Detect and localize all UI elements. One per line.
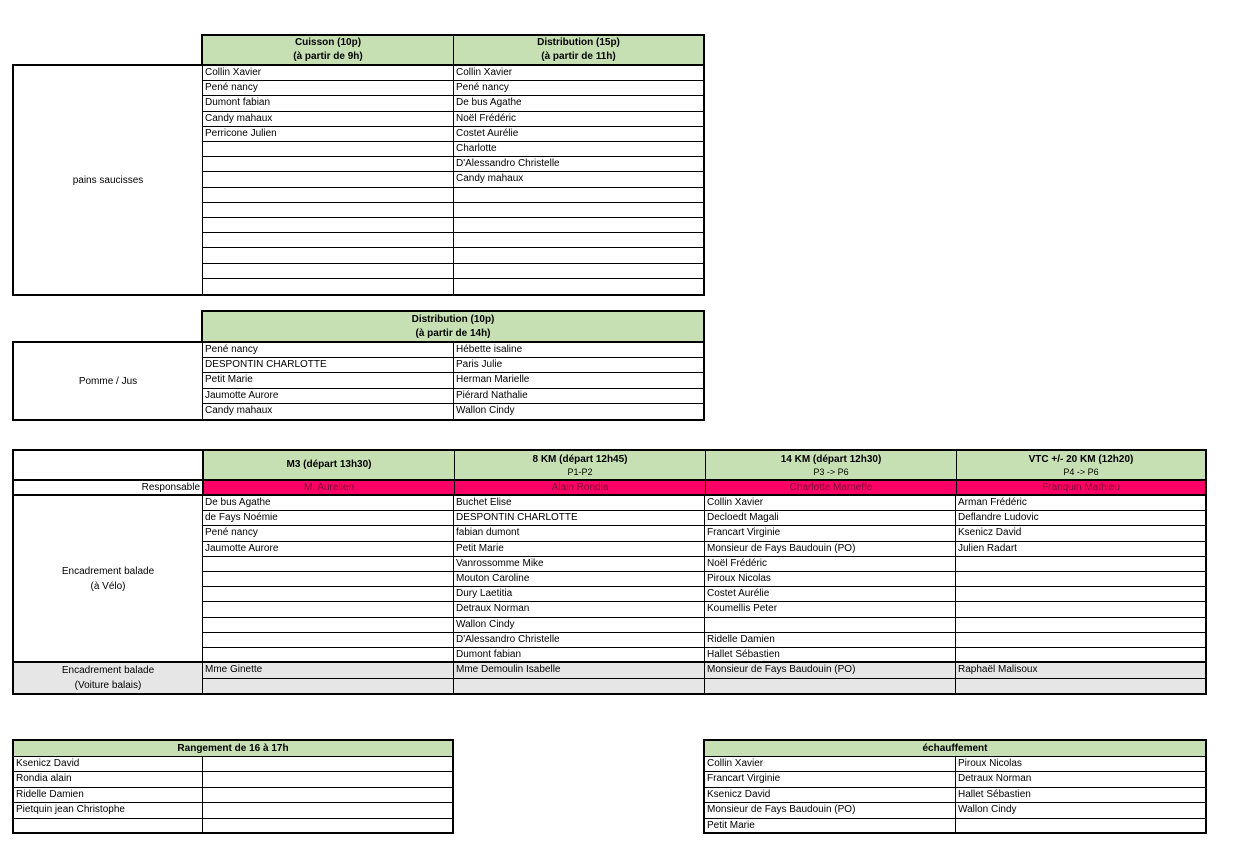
rangement-grid xyxy=(14,757,452,832)
table-cell xyxy=(203,757,452,771)
route-header xyxy=(957,451,1205,479)
table-cell xyxy=(203,157,453,171)
voiture-label xyxy=(14,663,202,693)
route-subtitle: P4 -> P6 xyxy=(1063,466,1099,477)
table-cell xyxy=(956,633,1205,647)
table-cell: Collin Xavier xyxy=(707,497,764,508)
table-row xyxy=(203,248,703,263)
responsable-cell: Charlotte Marneffe xyxy=(706,481,956,494)
table-cell xyxy=(454,188,703,202)
table-cell: fabian dumont xyxy=(456,527,520,539)
table-cell: Ksenicz David xyxy=(707,788,771,800)
echauffement-table xyxy=(703,739,1207,834)
table-row xyxy=(705,757,1205,772)
rangement-table xyxy=(12,739,454,834)
table-cell: Julien Radart xyxy=(958,542,1017,554)
distribution-subtitle: (à partir de 11h) xyxy=(541,51,616,62)
responsable-label: Responsable xyxy=(141,482,200,493)
voiture-section xyxy=(14,663,1205,693)
voiture-label-line2: (Voiture balais) xyxy=(74,680,142,691)
table-cell: Wallon Cindy xyxy=(456,618,515,630)
pomme-label: Pomme / Jus xyxy=(78,375,138,387)
table-cell: Noël Frédéric xyxy=(456,112,517,124)
table-row xyxy=(203,404,703,419)
distribution-title: Distribution (15p) xyxy=(537,37,620,48)
table-cell xyxy=(956,679,1205,695)
table-cell xyxy=(203,557,453,571)
table-cell xyxy=(203,172,453,186)
table-cell: Paris Julie xyxy=(456,359,503,371)
table-cell: Rondia alain xyxy=(16,773,72,785)
route-title: 14 KM (départ 12h30) xyxy=(780,453,882,465)
responsable-cell: M. Aurelien xyxy=(204,481,454,494)
table-row xyxy=(203,679,1205,695)
table-cell: Dumont fabian xyxy=(456,649,522,660)
pomme-header xyxy=(201,310,705,343)
table-cell: Charlotte xyxy=(456,143,497,154)
table-cell: D'Alessandro Christelle xyxy=(456,633,560,645)
table-cell xyxy=(203,218,453,232)
table-cell: Piroux Nicolas xyxy=(958,758,1022,769)
route-title: 8 KM (départ 12h45) xyxy=(532,453,628,465)
table-cell xyxy=(203,788,452,802)
table-cell: DESPONTIN CHARLOTTE xyxy=(456,512,578,524)
table-cell: De bus Agathe xyxy=(205,497,271,508)
pomme-header-distribution xyxy=(203,312,703,341)
table-cell: Mme Ginette xyxy=(205,664,263,675)
table-cell xyxy=(203,679,453,695)
route-subtitle: P3 -> P6 xyxy=(813,466,849,477)
cuisson-title: Cuisson (10p) xyxy=(294,37,362,48)
table-cell xyxy=(203,587,453,601)
table-cell: Petit Marie xyxy=(456,542,504,554)
table-cell: Costet Aurélie xyxy=(456,127,519,139)
table-cell xyxy=(203,772,452,786)
table-cell: Monsieur de Fays Baudouin (PO) xyxy=(707,664,856,675)
echauffement-title: échauffement xyxy=(922,743,988,754)
table-cell: Mme Demoulin Isabelle xyxy=(456,664,561,675)
balade-header-row xyxy=(14,451,1205,481)
velo-label-line2: (à Vélo) xyxy=(90,580,126,592)
table-cell: Decloedt Magali xyxy=(707,512,779,524)
velo-grid xyxy=(203,496,1205,661)
table-cell xyxy=(956,602,1205,616)
table-cell: Noël Frédéric xyxy=(707,557,768,569)
table-cell: De bus Agathe xyxy=(456,97,522,109)
route-title: VTC +/- 20 KM (12h20) xyxy=(1028,453,1134,465)
table-cell: Candy mahaux xyxy=(205,112,273,124)
responsable-cells xyxy=(204,481,1205,494)
velo-label xyxy=(14,496,202,661)
table-row xyxy=(203,358,703,373)
table-cell xyxy=(203,819,452,834)
table-cell xyxy=(203,248,453,262)
table-cell xyxy=(454,679,704,695)
pomme-subtitle: (à partir de 14h) xyxy=(415,327,491,339)
table-cell: Francart Virginie xyxy=(707,527,781,539)
table-cell: DESPONTIN CHARLOTTE xyxy=(205,359,327,371)
table-cell xyxy=(454,218,703,232)
table-row xyxy=(14,803,452,818)
table-cell: Koumellis Peter xyxy=(707,603,778,615)
table-cell: Mouton Caroline xyxy=(456,573,530,584)
table-row xyxy=(203,526,1205,541)
table-cell xyxy=(203,264,453,278)
table-row xyxy=(203,203,703,218)
table-cell xyxy=(203,602,453,616)
table-cell: Pené nancy xyxy=(456,82,509,94)
table-cell xyxy=(956,587,1205,601)
table-cell: Piroux Nicolas xyxy=(707,573,771,584)
table-cell: de Fays Noémie xyxy=(205,512,278,524)
route-header xyxy=(706,451,956,479)
table-cell xyxy=(454,248,703,262)
table-cell: Detraux Norman xyxy=(456,603,530,615)
balade-header-empty xyxy=(14,451,202,479)
table-cell xyxy=(956,572,1205,586)
saucisses-table xyxy=(12,64,705,296)
saucisses-label: pains saucisses xyxy=(72,174,144,186)
table-row xyxy=(203,373,703,388)
table-cell: Ridelle Damien xyxy=(707,633,775,645)
table-cell: Collin Xavier xyxy=(707,758,764,769)
table-cell: Piérard Nathalie xyxy=(456,389,528,401)
table-row xyxy=(203,587,1205,602)
table-cell xyxy=(203,188,453,202)
table-row xyxy=(203,264,703,279)
table-cell: Costet Aurélie xyxy=(707,588,770,600)
table-row xyxy=(203,188,703,203)
table-cell: Candy mahaux xyxy=(456,173,524,185)
route-header xyxy=(204,451,454,479)
route-title: M3 (départ 13h30) xyxy=(286,459,372,470)
table-row xyxy=(705,772,1205,787)
pomme-title: Distribution (10p) xyxy=(411,313,495,325)
table-cell: Buchet Elise xyxy=(456,497,512,508)
table-cell: Hébette isaline xyxy=(456,344,523,355)
table-cell: Vanrossomme Mike xyxy=(456,557,544,569)
table-cell: Hallet Sébastien xyxy=(707,649,780,660)
voiture-label-line1: Encadrement balade xyxy=(61,665,155,676)
velo-section xyxy=(14,496,1205,663)
table-row xyxy=(203,648,1205,663)
table-cell: D'Alessandro Christelle xyxy=(456,158,560,170)
table-cell: Pietquin jean Christophe xyxy=(16,804,125,816)
saucisses-grid xyxy=(203,66,703,294)
table-cell xyxy=(203,803,452,817)
table-cell xyxy=(203,648,453,663)
velo-label-line1: Encadrement balade xyxy=(61,565,155,577)
table-cell xyxy=(956,648,1205,663)
table-cell: Monsieur de Fays Baudouin (PO) xyxy=(707,542,856,554)
table-row xyxy=(203,496,1205,511)
table-row xyxy=(14,819,452,834)
table-row xyxy=(203,233,703,248)
saucisses-header-cuisson xyxy=(203,36,453,64)
responsable-cell: Franquin Mathieu xyxy=(957,481,1205,494)
table-cell: Arman Frédéric xyxy=(958,497,1027,508)
saucisses-header-distribution xyxy=(454,36,703,64)
table-cell xyxy=(203,633,453,647)
table-cell: Collin Xavier xyxy=(205,67,262,78)
table-cell: Candy mahaux xyxy=(205,404,273,416)
table-cell xyxy=(454,279,703,294)
table-cell: Monsieur de Fays Baudouin (PO) xyxy=(707,804,856,816)
cuisson-subtitle: (à partir de 9h) xyxy=(293,51,363,62)
table-row xyxy=(203,511,1205,526)
table-cell: Collin Xavier xyxy=(456,67,513,78)
table-cell xyxy=(203,279,453,294)
table-cell: Ksenicz David xyxy=(958,527,1022,539)
table-row xyxy=(203,112,703,127)
table-cell: Petit Marie xyxy=(707,819,755,831)
table-cell: Jaumotte Aurore xyxy=(205,542,279,554)
table-cell: Hallet Sébastien xyxy=(958,788,1031,800)
table-cell: Deflandre Ludovic xyxy=(958,512,1039,524)
table-cell xyxy=(203,572,453,586)
table-row xyxy=(203,343,703,358)
table-cell: Petit Marie xyxy=(205,374,253,386)
table-row xyxy=(14,772,452,787)
table-cell xyxy=(454,233,703,247)
echauffement-header xyxy=(705,741,1205,757)
table-cell xyxy=(203,142,453,156)
table-cell xyxy=(203,233,453,247)
table-row xyxy=(203,218,703,233)
table-cell xyxy=(956,557,1205,571)
table-row xyxy=(203,157,703,172)
table-row xyxy=(705,819,1205,834)
table-cell: Dumont fabian xyxy=(205,97,271,109)
route-subtitle: P1-P2 xyxy=(567,466,593,477)
voiture-grid xyxy=(203,663,1205,693)
table-cell: Herman Marielle xyxy=(456,374,530,386)
table-row xyxy=(203,81,703,96)
table-cell: Francart Virginie xyxy=(707,773,781,785)
table-cell: Raphaël Malisoux xyxy=(958,664,1038,675)
table-cell: Ridelle Damien xyxy=(16,788,84,800)
table-row xyxy=(203,96,703,111)
table-cell xyxy=(705,679,955,695)
table-cell: Pené nancy xyxy=(205,344,258,355)
table-row xyxy=(203,663,1205,679)
echauffement-grid xyxy=(705,757,1205,832)
table-row xyxy=(203,142,703,157)
table-row xyxy=(705,788,1205,803)
table-cell xyxy=(956,618,1205,632)
table-cell: Wallon Cindy xyxy=(456,404,515,416)
table-row xyxy=(705,803,1205,818)
table-row xyxy=(203,572,1205,587)
pomme-table xyxy=(12,341,705,421)
table-row xyxy=(203,127,703,142)
pomme-grid xyxy=(203,343,703,419)
table-row xyxy=(203,557,1205,572)
table-cell: Wallon Cindy xyxy=(958,804,1017,816)
table-cell xyxy=(203,618,453,632)
table-cell: Ksenicz David xyxy=(16,758,80,769)
table-cell: Detraux Norman xyxy=(958,773,1032,785)
table-cell: Jaumotte Aurore xyxy=(205,389,279,401)
table-row xyxy=(203,389,703,404)
table-cell xyxy=(454,264,703,278)
route-header xyxy=(455,451,705,479)
table-row xyxy=(203,633,1205,648)
table-cell xyxy=(203,203,453,217)
table-cell: Pené nancy xyxy=(205,527,258,539)
table-row xyxy=(14,757,452,772)
table-cell: Perricone Julien xyxy=(205,127,277,139)
table-row xyxy=(203,279,703,294)
table-row xyxy=(203,66,703,81)
table-cell xyxy=(956,819,1205,834)
responsable-row xyxy=(14,481,1205,496)
responsable-cell: Alain Rondia xyxy=(455,481,705,494)
rangement-header xyxy=(14,741,452,757)
table-cell xyxy=(454,203,703,217)
balade-headers xyxy=(204,451,1205,479)
table-row xyxy=(14,788,452,803)
table-cell xyxy=(705,618,955,632)
table-row xyxy=(203,172,703,187)
table-row xyxy=(203,602,1205,617)
table-row xyxy=(203,542,1205,557)
table-cell xyxy=(14,819,202,834)
saucisses-header xyxy=(201,34,705,66)
rangement-title: Rangement de 16 à 17h xyxy=(177,743,289,754)
table-cell: Dury Laetitia xyxy=(456,588,513,600)
balade-table xyxy=(12,449,1207,695)
table-cell: Pené nancy xyxy=(205,82,258,94)
table-row xyxy=(203,618,1205,633)
